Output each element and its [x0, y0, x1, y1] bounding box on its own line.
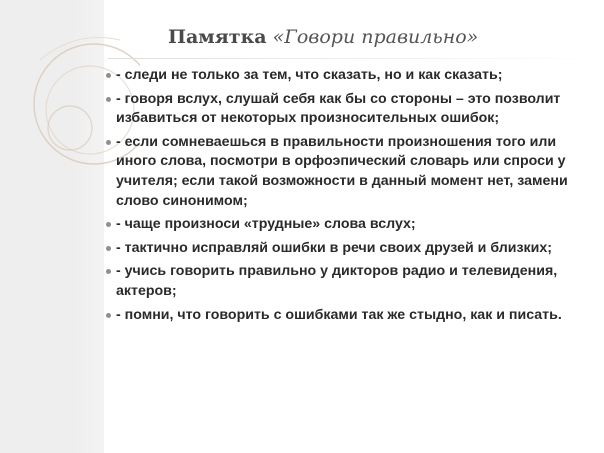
decor-arc — [40, 38, 120, 61]
title-bold-part: Памятка — [168, 26, 267, 48]
bullet-text: - помни, что говорить с ошибками так же стыдно, как и писать. — [116, 306, 562, 323]
bullet-text: - если сомневаешься в правильности произношения того или иного слова, посмотри в орфоэпический словарь или спроси у учителя; если такой возможности в данный момент нет, замени слово синонимом; — [116, 133, 568, 209]
bullet-item — [107, 262, 591, 301]
slide-title — [168, 26, 478, 48]
bullet-dot-icon — [106, 73, 111, 78]
bullet-text: - говоря вслух, слушай себя как бы со стороны – это позволит избавиться от некоторых произносительных ошибок; — [116, 90, 561, 127]
bullet-dot-icon — [106, 313, 111, 318]
bullet-dot-icon — [106, 269, 111, 274]
decor-ring-inner — [48, 106, 92, 150]
bullet-dot-icon — [106, 97, 111, 102]
bullet-text: - учись говорить правильно у дикторов радио и телевидения, актеров; — [116, 263, 558, 299]
bullet-text: - следи не только за тем, что сказать, но и как сказать; — [116, 67, 503, 83]
title-divider — [108, 58, 604, 59]
bullet-item — [107, 239, 591, 259]
bullet-dot-icon — [106, 222, 111, 227]
bullet-list — [107, 66, 591, 329]
bullet-text: - чаще произноси «трудные» слова вслух; — [116, 216, 416, 233]
bullet-item — [107, 133, 591, 211]
bullet-item — [107, 66, 591, 86]
bullet-dot-icon — [106, 246, 111, 251]
title-quoted-part: «Говори правильно» — [272, 26, 479, 48]
bullet-item — [107, 306, 591, 326]
bullet-item — [107, 215, 591, 235]
bullet-text: - тактично исправляй ошибки в речи своих друзей и близких; — [116, 239, 552, 256]
bullet-item — [107, 90, 591, 129]
bullet-dot-icon — [106, 140, 111, 145]
